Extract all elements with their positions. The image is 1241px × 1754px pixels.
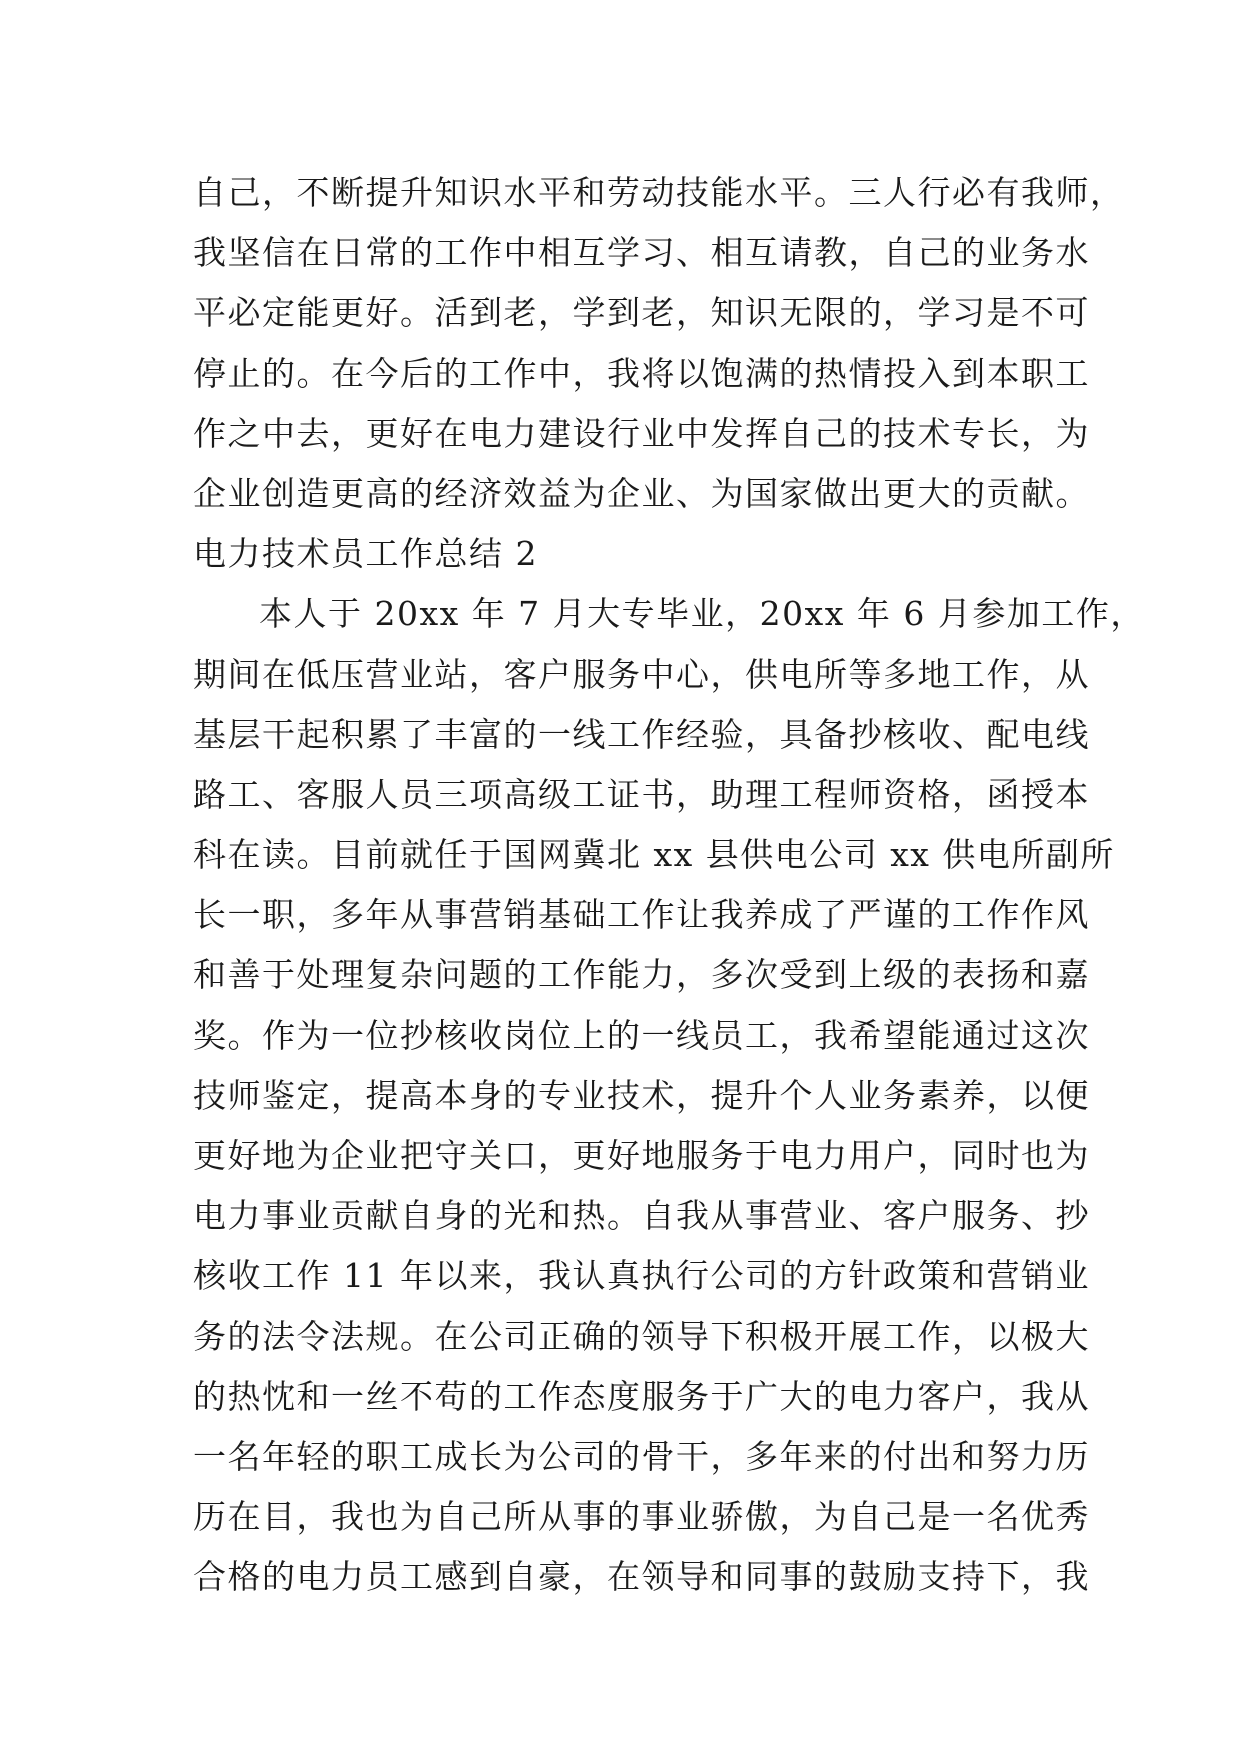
text-line: 科在读。目前就任于国网冀北 xx 县供电公司 xx 供电所副所 xyxy=(193,835,1115,875)
text-line: 期间在低压营业站，客户服务中心，供电所等多地工作，从 xyxy=(193,654,1090,694)
text-line: 电力事业贡献自身的光和热。自我从事营业、客户服务、抄 xyxy=(193,1196,1090,1236)
document-body xyxy=(193,163,1145,1608)
text-line: 路工、客服人员三项高级工证书，助理工程师资格，函授本 xyxy=(193,774,1090,814)
text-line: 企业创造更高的经济效益为企业、为国家做出更大的贡献。 xyxy=(193,473,1090,513)
text-line: 历在目，我也为自己所从事的事业骄傲，为自己是一名优秀 xyxy=(193,1497,1090,1537)
section-title: 电力技术员工作总结 2 xyxy=(193,534,538,574)
text-line: 和善于处理复杂问题的工作能力，多次受到上级的表扬和嘉 xyxy=(193,955,1090,995)
text-line: 作之中去，更好在电力建设行业中发挥自己的技术专长，为 xyxy=(193,413,1090,453)
text-line: 停止的。在今后的工作中，我将以饱满的热情投入到本职工 xyxy=(193,353,1090,393)
text-line: 奖。作为一位抄核收岗位上的一线员工，我希望能通过这次 xyxy=(193,1015,1090,1055)
text-line: 长一职，多年从事营销基础工作让我养成了严谨的工作作风 xyxy=(193,895,1090,935)
paragraph-first-line: 本人于 20xx 年 7 月大专毕业，20xx 年 6 月参加工作， xyxy=(259,594,1145,634)
text-line: 核收工作 11 年以来，我认真执行公司的方针政策和营销业 xyxy=(193,1256,1090,1296)
text-line: 技师鉴定，提高本身的专业技术，提升个人业务素养，以便 xyxy=(193,1075,1090,1115)
text-line: 一名年轻的职工成长为公司的骨干，多年来的付出和努力历 xyxy=(193,1436,1090,1476)
text-line: 平必定能更好。活到老，学到老，知识无限的，学习是不可 xyxy=(193,293,1090,333)
text-line: 我坚信在日常的工作中相互学习、相互请教，自己的业务水 xyxy=(193,233,1090,273)
text-line: 务的法令法规。在公司正确的领导下积极开展工作，以极大 xyxy=(193,1316,1090,1356)
text-line: 自己，不断提升知识水平和劳动技能水平。三人行必有我师， xyxy=(193,173,1125,212)
text-line: 基层干起积累了丰富的一线工作经验，具备抄核收、配电线 xyxy=(193,714,1090,754)
text-line: 更好地为企业把守关口，更好地服务于电力用户，同时也为 xyxy=(193,1136,1090,1175)
text-line: 的热忱和一丝不苟的工作态度服务于广大的电力客户，我从 xyxy=(193,1376,1090,1416)
text-line: 合格的电力员工感到自豪，在领导和同事的鼓励支持下，我 xyxy=(193,1557,1090,1597)
